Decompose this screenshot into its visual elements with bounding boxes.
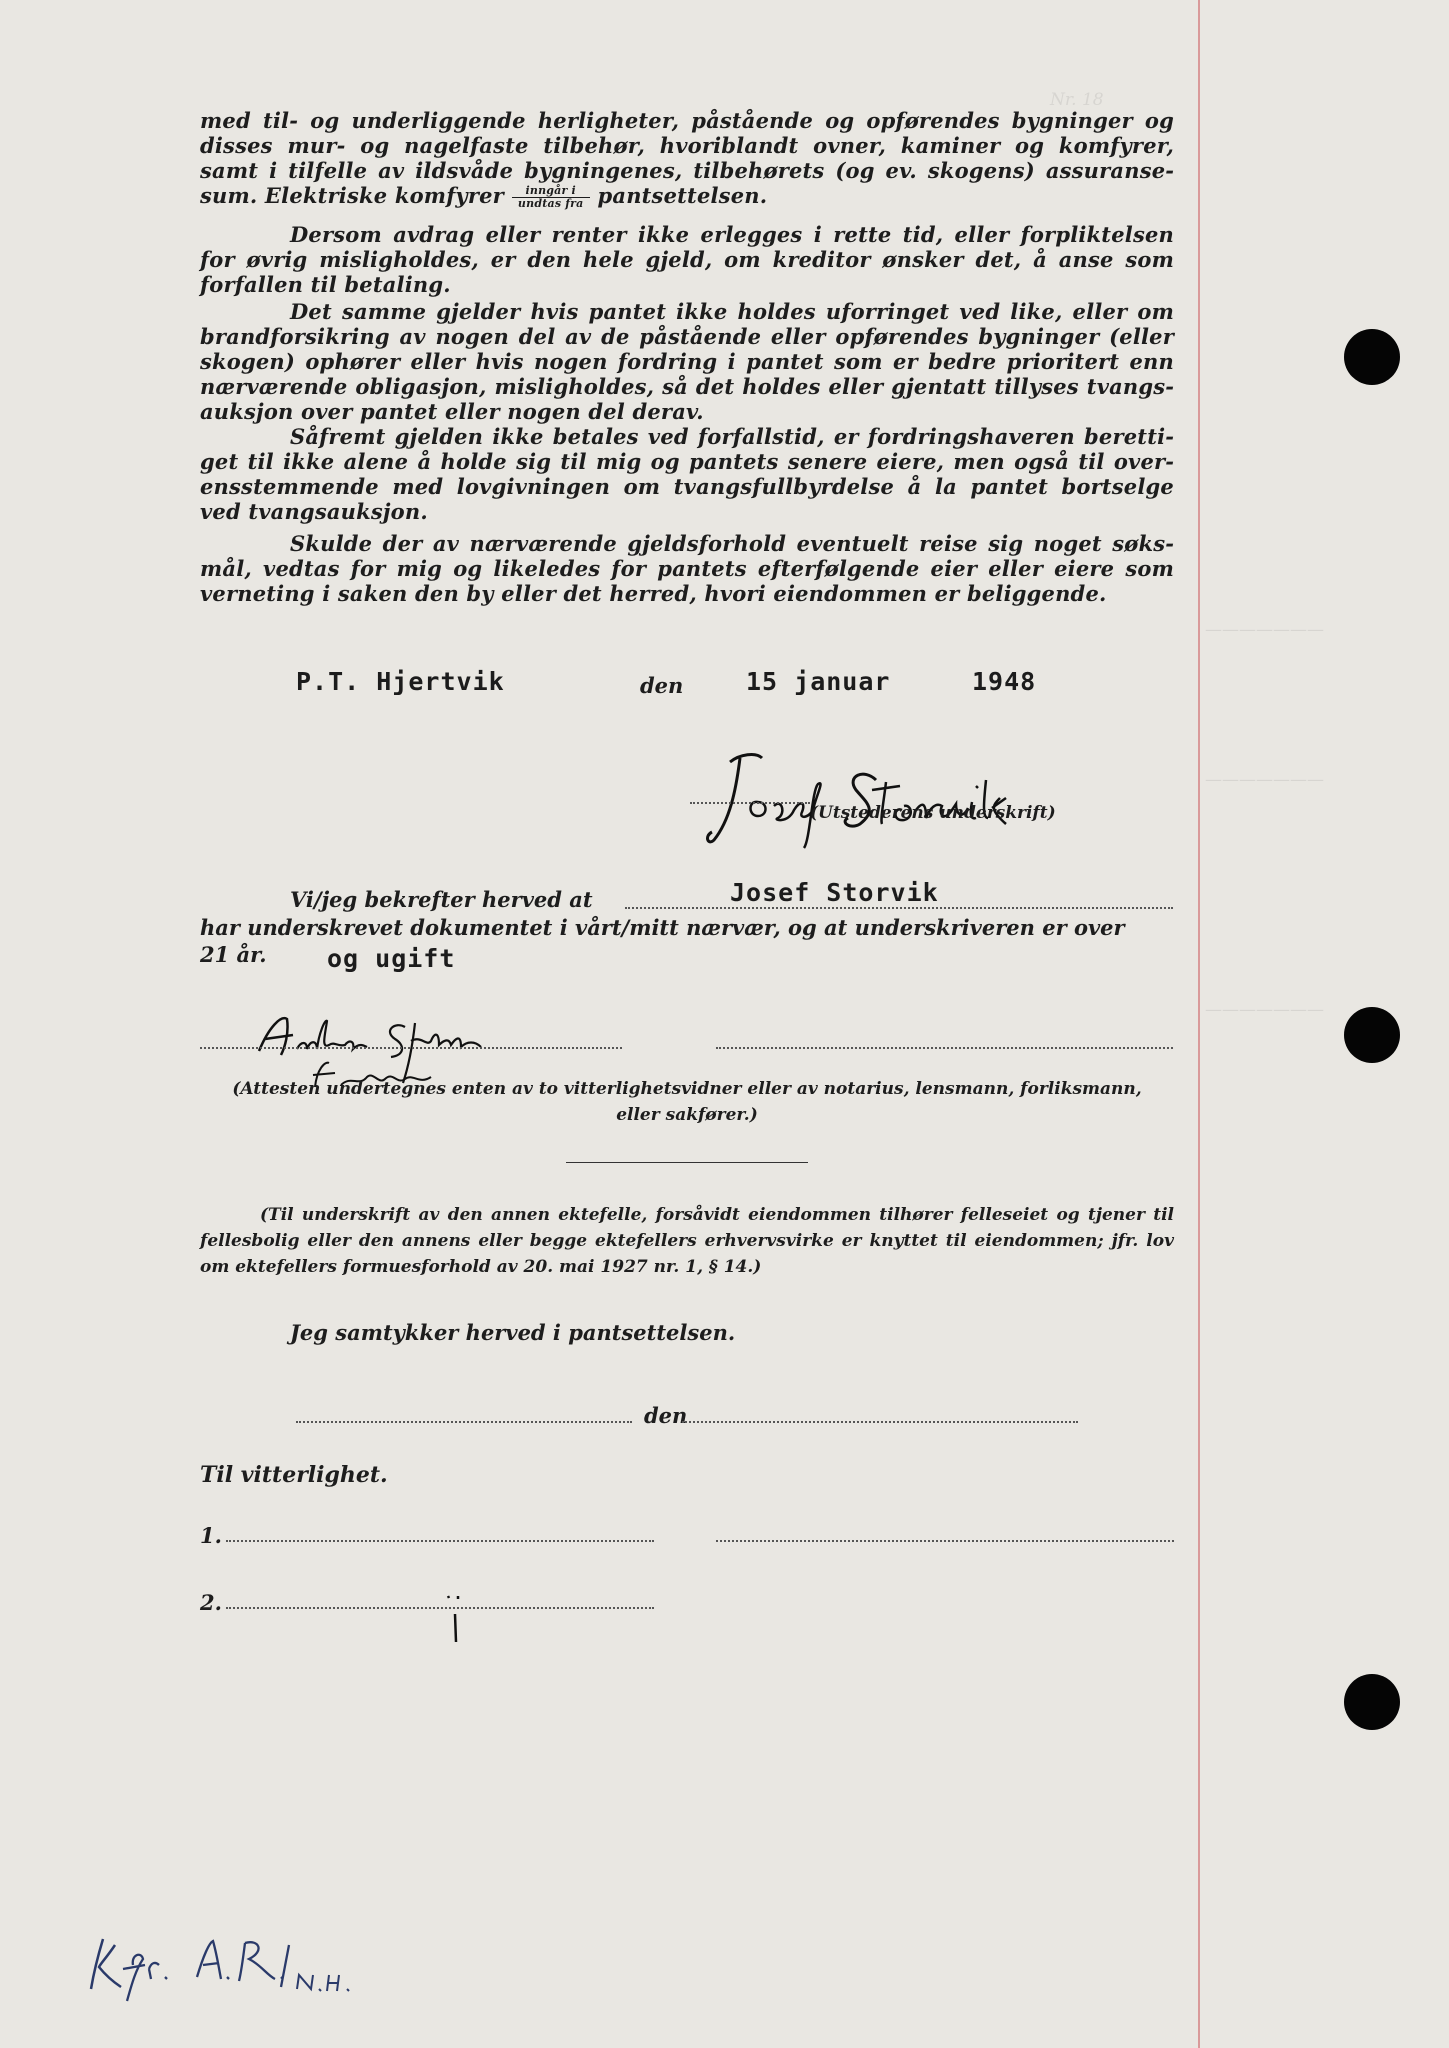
issuer-signature-caption: (Utstederens underskrift) — [810, 803, 1056, 823]
margin-rule — [1198, 0, 1200, 2048]
place-typed: P.T. Hjertvik — [296, 667, 505, 696]
punch-hole-bottom — [1344, 1674, 1400, 1730]
punch-hole-top — [1344, 329, 1400, 385]
body-paragraph-1: med til- og underliggende herligheter, påstående og opførendes bygninger og disses mur- og nagelfaste tilbehør, hvoriblandt ovner, kaminer og komfyrer, samt i tilfelle av ildsvåde bygningenes, tilbehørets (og ev. skogens) assuransesum. Elektriske komfyrer $\frac{\text{inngår i}}{\text{undtas fra}}$ pantsettelsen. — [200, 108, 1174, 210]
separator-rule — [566, 1162, 808, 1163]
punch-hole-middle — [1344, 1007, 1400, 1063]
witness-name-line — [625, 907, 1173, 909]
body-paragraph-4: Såfremt gjelden ikke betales ved forfallstid, er fordringshaveren berettiget til ikke alene å holde sig til mig og pantets senere eiere, men også til overensstemmende med lovgivningen om tvangsfullbyrdelse å la pantet bortselge ved tvangsauksjon. — [200, 424, 1174, 524]
choice-fraction: $\frac{\text{inngår i}}{\text{undtas fra}}$ — [512, 185, 590, 210]
issuer-signature — [700, 740, 1070, 850]
witnessed-name-typed: Josef Storvik — [730, 878, 939, 907]
stray-ink-mark — [440, 1590, 470, 1650]
spouse-note: (Til underskrift av den annen ektefelle, forsåvidt eiendommen tilhører felleseiet og tjener til fellesbolig eller den annens eller begge ektefellers erhvervsvirke er knyttet til eiendommen; jfr. lov om ektefellers formuesforhold av 20. mai 1927 nr. 1, § 14.) — [200, 1205, 1174, 1277]
bleed-through: Nr. 18 — [1050, 90, 1104, 110]
vitterlighet-line-1b — [716, 1540, 1174, 1542]
vitterlighet-heading: Til vitterlighet. — [200, 1462, 388, 1488]
body-paragraph-3: Det samme gjelder hvis pantet ikke holdes uforringet ved like, eller om brandforsikring av nogen del av de påstående eller opførendes bygninger (eller skogen) ophører eller hvis nogen fordring i pantet som er bedre prioritert enn nærværende obligasjon, misligholdes, så det holdes eller gjentatt tillyses tvangsauksjon over pantet eller nogen del derav. — [200, 299, 1174, 424]
bleed-through: ——————— — [1205, 620, 1324, 640]
date-den-label: den — [640, 673, 684, 698]
attestation-note-1: (Attesten undertegnes enten av to vitterlighetsvidner eller av notarius, lensmann, forliksmann, — [232, 1079, 1142, 1099]
signature-line — [690, 802, 810, 804]
attestation-note-2: eller sakfører.) — [616, 1105, 758, 1125]
spouse-consent: Jeg samtykker herved i pantsettelsen. — [290, 1320, 736, 1345]
witness-extra-typed: og ugift — [327, 944, 456, 973]
body-paragraph-2: Dersom avdrag eller renter ikke erlegges i rette tid, eller forpliktelsen for øvrig misligholdes, er den hele gjeld, om kreditor ønsker det, å anse som forfallen til betaling. — [200, 222, 1174, 297]
witness-signature-line-1 — [200, 1047, 622, 1049]
body-paragraph-5: Skulde der av nærværende gjeldsforhold eventuelt reise sig noget søksmål, vedtas for mig og likeledes for pantets efterfølgende eier eller eiere som verneting i saken den by eller det herred, hvori eiendommen er beliggende. — [200, 531, 1174, 606]
consent-den-label: den — [644, 1403, 688, 1428]
bleed-through: ——————— — [1205, 770, 1324, 790]
date-day-month-typed: 15 januar — [746, 667, 891, 696]
bleed-through: ——————— — [1205, 1000, 1324, 1020]
witness-intro: Vi/jeg bekrefter herved at — [290, 887, 593, 912]
consent-date-line — [682, 1421, 1078, 1423]
date-year-typed: 1948 — [972, 667, 1037, 696]
vitterlighet-item-1: 1. — [200, 1523, 222, 1548]
vitterlighet-item-2: 2. — [200, 1590, 222, 1615]
vitterlighet-line-1a — [226, 1540, 654, 1542]
consent-place-line — [296, 1421, 632, 1423]
witness-signature-line-2 — [716, 1047, 1173, 1049]
witness-line-2: har underskrevet dokumentet i vårt/mitt nærvær, og at underskriveren er over — [200, 915, 1125, 940]
witness-line-3: 21 år. — [200, 942, 267, 967]
margin-note-handwritten — [85, 1925, 385, 2005]
